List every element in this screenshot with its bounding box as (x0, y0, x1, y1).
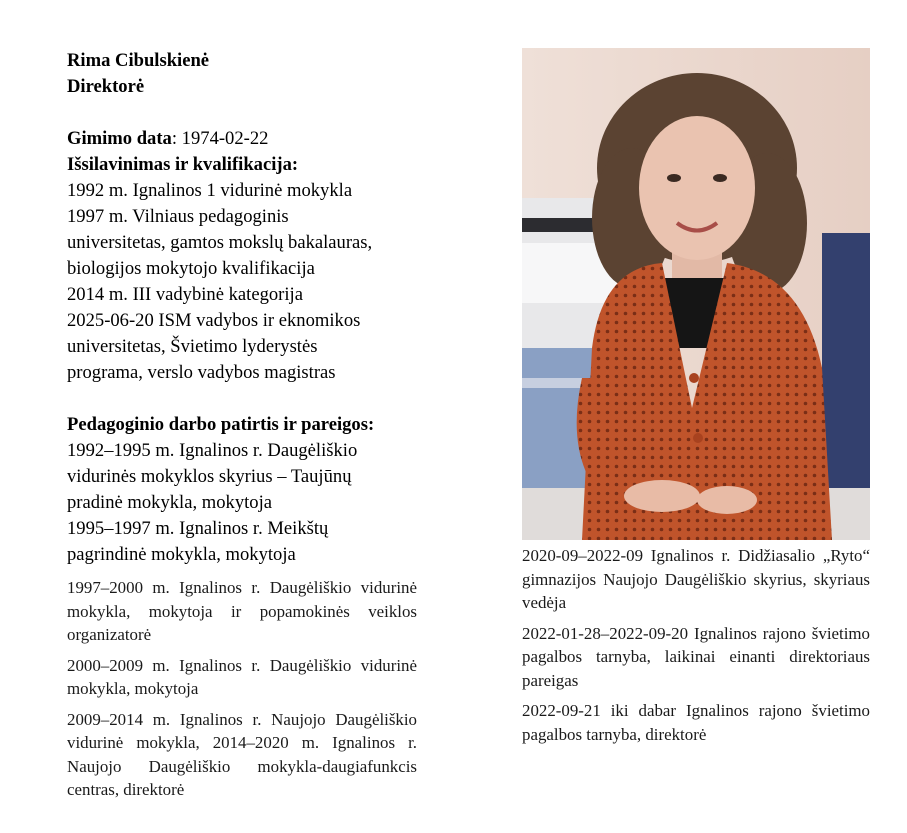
education-line: 2025-06-20 ISM vadybos ir eknomikos (67, 310, 361, 331)
spacer (67, 386, 417, 412)
person-position: Direktorė (67, 76, 145, 97)
portrait-photo (522, 48, 870, 540)
photo-column (522, 48, 870, 753)
experience-item: 2022-01-28–2022-09-20 Ignalinos rajono švietimo pagalbos tarnyba, laikinai einanti direktoriaus pareigas (522, 623, 870, 690)
text-column (67, 48, 417, 809)
experience-line: pagrindinė mokykla, mokytoja (67, 544, 296, 565)
experience-line: pradinė mokykla, mokytoja (67, 492, 273, 513)
education-heading: Išsilavinimas ir kvalifikacija: (67, 154, 299, 175)
experience-item: 1997–2000 m. Ignalinos r. Daugėliškio vidurinė mokykla, mokytoja ir popamokinės veiklos organizatorė (67, 578, 417, 644)
experience-item: 2022-09-21 iki dabar Ignalinos rajono švietimo pagalbos tarnyba, direktorė (522, 701, 870, 744)
experience-line: 1992–1995 m. Ignalinos r. Daugėliškio (67, 440, 358, 461)
experience-item: 2000–2009 m. Ignalinos r. Daugėliškio vidurinė mokykla, mokytoja (67, 655, 417, 698)
experience-line: 1995–1997 m. Ignalinos r. Meikštų (67, 518, 329, 539)
education-line: universitetas, Švietimo lyderystės (67, 336, 318, 357)
education-line: biologijos mokytojo kvalifikacija (67, 258, 315, 279)
experience-line: vidurinės mokyklos skyrius – Taujūnų (67, 466, 352, 487)
education-line: 1997 m. Vilniaus pedagoginis (67, 206, 289, 227)
birth-label: Gimimo data (67, 128, 172, 149)
birth-value: : 1974-02-22 (171, 128, 269, 149)
experience-item: 2009–2014 m. Ignalinos r. Naujojo Daugėliškio vidurinė mokykla, 2014–2020 m. Ignalinos r. Naujojo Daugėliškio mokykla-daugiafunkcis centras, direktorė (67, 709, 417, 799)
education-line: programa, verslo vadybos magistras (67, 362, 336, 383)
spacer (67, 100, 417, 126)
education-line: universitetas, gamtos mokslų bakalauras, (67, 232, 373, 253)
person-name: Rima Cibulskienė (67, 50, 210, 71)
spacer (67, 568, 417, 576)
education-line: 1992 m. Ignalinos 1 vidurinė mokykla (67, 180, 353, 201)
education-line: 2014 m. III vadybinė kategorija (67, 284, 303, 305)
experience-heading: Pedagoginio darbo patirtis ir pareigos: (67, 414, 375, 435)
birth-date (67, 126, 417, 152)
experience-item: 2020-09–2022-09 Ignalinos r. Didžiasalio „Ryto“ gimnazijos Naujojo Daugėliškio skyrius, skyriaus vedėja (522, 546, 870, 612)
